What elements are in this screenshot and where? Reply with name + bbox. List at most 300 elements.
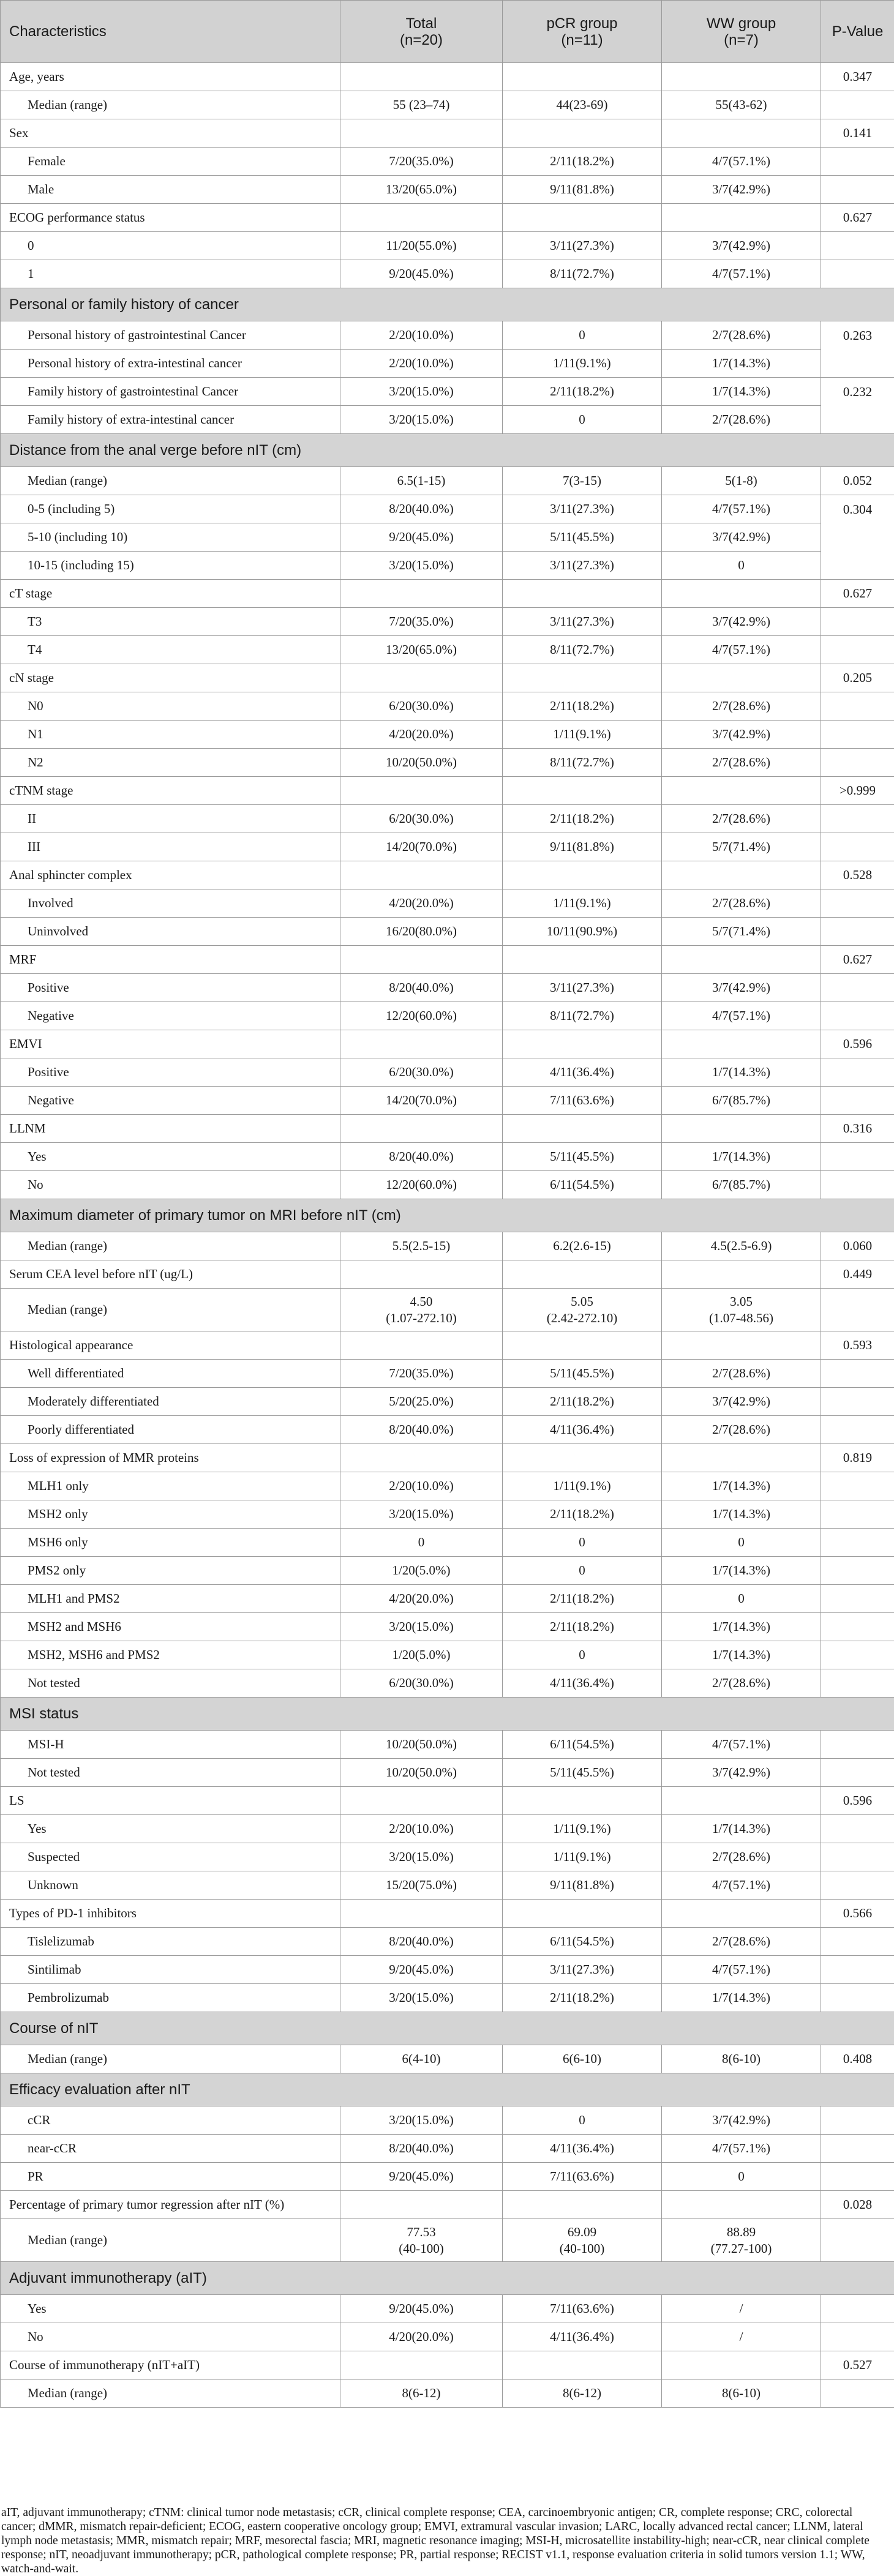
characteristic-cell: Yes: [1, 2295, 340, 2323]
p-value-cell: [821, 1472, 894, 1500]
characteristic-cell: Family history of gastrointestinal Cancer: [1, 378, 340, 406]
total-cell: 5/20(25.0%): [340, 1388, 503, 1416]
total-cell: 9/20(45.0%): [340, 2163, 503, 2191]
table-row: [1, 1641, 894, 1669]
total-cell: 7/20(35.0%): [340, 1360, 503, 1388]
characteristic-cell: Anal sphincter complex: [1, 861, 340, 889]
p-value-cell: [821, 1759, 894, 1787]
total-cell: 14/20(70.0%): [340, 833, 503, 861]
pcr-group-cell: [503, 63, 662, 91]
total-cell: 3/20(15.0%): [340, 552, 503, 580]
p-value-cell: 0.141: [821, 119, 894, 148]
section-header-row: [1, 1199, 894, 1232]
pcr-group-cell: [503, 777, 662, 805]
ww-group-cell: /: [662, 2295, 821, 2323]
ww-group-cell: 2/7(28.6%): [662, 805, 821, 833]
ww-group-cell: [662, 1444, 821, 1472]
p-value-cell: [821, 2163, 894, 2191]
pcr-group-cell: [503, 1900, 662, 1928]
p-value-cell: [821, 232, 894, 260]
total-cell: [340, 119, 503, 148]
table-row: [1, 749, 894, 777]
characteristic-cell: No: [1, 1171, 340, 1199]
characteristic-cell: EMVI: [1, 1030, 340, 1058]
characteristic-cell: Well differentiated: [1, 1360, 340, 1388]
characteristic-cell: PMS2 only: [1, 1557, 340, 1585]
pcr-group-cell: 8/11(72.7%): [503, 1002, 662, 1030]
category-row: [1, 1444, 894, 1472]
table-row: [1, 2379, 894, 2408]
pcr-group-cell: 9/11(81.8%): [503, 1871, 662, 1900]
p-value-cell: 0.596: [821, 1030, 894, 1058]
p-value-cell: [821, 260, 894, 288]
characteristic-cell: Course of immunotherapy (nIT+aIT): [1, 2351, 340, 2379]
pcr-group-cell: 0: [503, 406, 662, 434]
ww-group-cell: 4.5(2.5-6.9): [662, 1232, 821, 1260]
total-cell: 11/20(55.0%): [340, 232, 503, 260]
pcr-group-cell: 6/11(54.5%): [503, 1171, 662, 1199]
p-value-cell: 0.052: [821, 467, 894, 495]
characteristic-cell: cT stage: [1, 580, 340, 608]
ww-group-cell: [662, 861, 821, 889]
pcr-group-cell: 8/11(72.7%): [503, 636, 662, 664]
total-cell: 3/20(15.0%): [340, 406, 503, 434]
table-row: [1, 91, 894, 119]
total-cell: 3/20(15.0%): [340, 2106, 503, 2135]
total-cell: 12/20(60.0%): [340, 1171, 503, 1199]
table-row: [1, 1500, 894, 1529]
table-row: [1, 1529, 894, 1557]
characteristic-cell: Negative: [1, 1087, 340, 1115]
pcr-group-cell: 2/11(18.2%): [503, 692, 662, 721]
p-value-cell: [821, 2379, 894, 2408]
table-row: [1, 176, 894, 204]
total-cell: 6/20(30.0%): [340, 692, 503, 721]
p-value-cell: 0.449: [821, 1260, 894, 1289]
ww-group-cell: [662, 2351, 821, 2379]
total-cell: 10/20(50.0%): [340, 1759, 503, 1787]
category-row: [1, 861, 894, 889]
pcr-group-cell: 7/11(63.6%): [503, 2163, 662, 2191]
p-value-cell: [821, 692, 894, 721]
total-cell: 9/20(45.0%): [340, 260, 503, 288]
table-row: [1, 1984, 894, 2012]
ww-group-cell: 3/7(42.9%): [662, 523, 821, 552]
ww-group-cell: 2/7(28.6%): [662, 321, 821, 350]
pcr-group-cell: [503, 1030, 662, 1058]
ww-group-cell: 1/7(14.3%): [662, 1641, 821, 1669]
pcr-group-cell: [503, 1115, 662, 1143]
pcr-group-cell: 4/11(36.4%): [503, 2323, 662, 2351]
table-row: [1, 1843, 894, 1871]
ww-group-cell: 2/7(28.6%): [662, 1416, 821, 1444]
p-value-cell: [821, 91, 894, 119]
ww-group-cell: [662, 664, 821, 692]
p-value-cell: [821, 1815, 894, 1843]
pcr-group-cell: [503, 1787, 662, 1815]
pcr-group-cell: [503, 664, 662, 692]
table-row: [1, 1087, 894, 1115]
total-cell: 13/20(65.0%): [340, 636, 503, 664]
pcr-group-cell: 0: [503, 1529, 662, 1557]
characteristic-cell: Not tested: [1, 1669, 340, 1698]
pcr-group-cell: 10/11(90.9%): [503, 918, 662, 946]
p-value-cell: [821, 1360, 894, 1388]
total-cell: [340, 664, 503, 692]
ww-group-cell: 5/7(71.4%): [662, 918, 821, 946]
p-value-cell: [821, 2295, 894, 2323]
total-cell: [340, 777, 503, 805]
pcr-group-cell: 9/11(81.8%): [503, 833, 662, 861]
ww-group-cell: 4/7(57.1%): [662, 1871, 821, 1900]
characteristic-cell: Positive: [1, 974, 340, 1002]
characteristic-cell: N1: [1, 721, 340, 749]
pcr-group-cell: 2/11(18.2%): [503, 1984, 662, 2012]
table-row: [1, 467, 894, 495]
total-cell: 3/20(15.0%): [340, 1843, 503, 1871]
ww-group-cell: 1/7(14.3%): [662, 1984, 821, 2012]
table-row: [1, 1388, 894, 1416]
pcr-group-cell: 2/11(18.2%): [503, 1585, 662, 1613]
characteristic-cell: Median (range): [1, 1289, 340, 1331]
table-row: [1, 1585, 894, 1613]
table-row: [1, 1928, 894, 1956]
ww-group-cell: 1/7(14.3%): [662, 1557, 821, 1585]
pcr-group-cell: 1/11(9.1%): [503, 889, 662, 918]
ww-group-cell: 5/7(71.4%): [662, 833, 821, 861]
pcr-group-cell: 2/11(18.2%): [503, 1500, 662, 1529]
ww-group-cell: [662, 1787, 821, 1815]
total-cell: 7/20(35.0%): [340, 608, 503, 636]
ww-group-cell: 2/7(28.6%): [662, 1928, 821, 1956]
section-title: Maximum diameter of primary tumor on MRI before nIT (cm): [1, 1199, 894, 1232]
total-cell: 15/20(75.0%): [340, 1871, 503, 1900]
table-row: [1, 2106, 894, 2135]
section-header-row: [1, 2073, 894, 2106]
pcr-group-cell: [503, 1331, 662, 1360]
ww-group-cell: 0: [662, 2163, 821, 2191]
ww-group-cell: 1/7(14.3%): [662, 350, 821, 378]
pcr-group-cell: 44(23-69): [503, 91, 662, 119]
table-row: [1, 1143, 894, 1171]
p-value-cell: 0.527: [821, 2351, 894, 2379]
pcr-group-cell: 2/11(18.2%): [503, 148, 662, 176]
ww-group-cell: 3/7(42.9%): [662, 232, 821, 260]
category-row: [1, 2191, 894, 2219]
table-body: [1, 63, 894, 2408]
pcr-group-cell: [503, 580, 662, 608]
table-row: [1, 889, 894, 918]
total-cell: 4/20(20.0%): [340, 2323, 503, 2351]
table-row: [1, 1416, 894, 1444]
p-value-cell: [821, 1416, 894, 1444]
pcr-group-cell: 0: [503, 1557, 662, 1585]
ww-group-cell: 4/7(57.1%): [662, 495, 821, 523]
pcr-group-cell: 8/11(72.7%): [503, 749, 662, 777]
total-cell: 3/20(15.0%): [340, 378, 503, 406]
pcr-group-cell: 1/11(9.1%): [503, 350, 662, 378]
ww-group-cell: 4/7(57.1%): [662, 1956, 821, 1984]
characteristic-cell: Sintilimab: [1, 1956, 340, 1984]
characteristic-cell: Median (range): [1, 91, 340, 119]
pcr-group-cell: 2/11(18.2%): [503, 1388, 662, 1416]
characteristic-cell: Types of PD-1 inhibitors: [1, 1900, 340, 1928]
characteristic-cell: Female: [1, 148, 340, 176]
header-pcr-group: pCR group (n=11): [503, 1, 662, 63]
p-value-cell: [821, 1058, 894, 1087]
p-value-cell: [821, 1388, 894, 1416]
total-cell: 3/20(15.0%): [340, 1500, 503, 1529]
ww-group-cell: 0: [662, 1529, 821, 1557]
pcr-group-cell: 4/11(36.4%): [503, 1058, 662, 1087]
characteristic-cell: Moderately differentiated: [1, 1388, 340, 1416]
header-total: Total (n=20): [340, 1, 503, 63]
table-row: [1, 1669, 894, 1698]
total-cell: 55 (23–74): [340, 91, 503, 119]
pcr-group-cell: 6.2(2.6-15): [503, 1232, 662, 1260]
characteristic-cell: T3: [1, 608, 340, 636]
table-row: [1, 1002, 894, 1030]
category-row: [1, 664, 894, 692]
table-row: [1, 1360, 894, 1388]
total-cell: 1/20(5.0%): [340, 1557, 503, 1585]
category-row: [1, 580, 894, 608]
p-value-cell: [821, 1143, 894, 1171]
pcr-group-cell: 3/11(27.3%): [503, 974, 662, 1002]
pcr-group-cell: 5.05 (2.42-272.10): [503, 1289, 662, 1331]
ww-group-cell: 2/7(28.6%): [662, 749, 821, 777]
total-cell: 12/20(60.0%): [340, 1002, 503, 1030]
characteristic-cell: Male: [1, 176, 340, 204]
ww-group-cell: 2/7(28.6%): [662, 889, 821, 918]
pcr-group-cell: [503, 1260, 662, 1289]
p-value-cell: 0.627: [821, 204, 894, 232]
total-cell: [340, 1115, 503, 1143]
total-cell: [340, 1444, 503, 1472]
table-row: [1, 721, 894, 749]
p-value-cell: 0.060: [821, 1232, 894, 1260]
section-title: Efficacy evaluation after nIT: [1, 2073, 894, 2106]
characteristic-cell: MSH2, MSH6 and PMS2: [1, 1641, 340, 1669]
total-cell: 8/20(40.0%): [340, 974, 503, 1002]
total-cell: [340, 861, 503, 889]
table-row: [1, 260, 894, 288]
table-row: [1, 2323, 894, 2351]
p-value-cell: [821, 1171, 894, 1199]
characteristic-cell: Median (range): [1, 2045, 340, 2073]
p-value-cell: [821, 1843, 894, 1871]
p-value-cell: [821, 721, 894, 749]
table-row: [1, 918, 894, 946]
characteristic-cell: ECOG performance status: [1, 204, 340, 232]
pcr-group-cell: 7/11(63.6%): [503, 1087, 662, 1115]
ww-group-cell: 2/7(28.6%): [662, 406, 821, 434]
pcr-group-cell: [503, 2351, 662, 2379]
total-cell: 8/20(40.0%): [340, 1928, 503, 1956]
ww-group-cell: 2/7(28.6%): [662, 692, 821, 721]
table-row: [1, 1472, 894, 1500]
p-value-cell: 0.596: [821, 1787, 894, 1815]
section-header-row: [1, 434, 894, 467]
ww-group-cell: [662, 204, 821, 232]
ww-group-cell: 88.89 (77.27-100): [662, 2219, 821, 2262]
characteristic-cell: MLH1 only: [1, 1472, 340, 1500]
table-row: [1, 523, 894, 552]
section-title: Course of nIT: [1, 2012, 894, 2045]
characteristic-cell: II: [1, 805, 340, 833]
p-value-cell: 0.408: [821, 2045, 894, 2073]
ww-group-cell: 4/7(57.1%): [662, 636, 821, 664]
p-value-cell: [821, 608, 894, 636]
table-row: [1, 1058, 894, 1087]
p-value-cell: 0.304: [821, 495, 894, 580]
table-header-row: [1, 1, 894, 63]
characteristic-cell: cN stage: [1, 664, 340, 692]
category-row: [1, 1115, 894, 1143]
total-cell: 3/20(15.0%): [340, 1984, 503, 2012]
total-cell: 5.5(2.5-15): [340, 1232, 503, 1260]
characteristic-cell: 0: [1, 232, 340, 260]
characteristic-cell: Pembrolizumab: [1, 1984, 340, 2012]
table-row: [1, 636, 894, 664]
pcr-group-cell: [503, 2191, 662, 2219]
pcr-group-cell: 5/11(45.5%): [503, 1143, 662, 1171]
p-value-cell: 0.316: [821, 1115, 894, 1143]
total-cell: [340, 1260, 503, 1289]
p-value-cell: [821, 833, 894, 861]
p-value-cell: [821, 749, 894, 777]
pcr-group-cell: 2/11(18.2%): [503, 805, 662, 833]
pcr-group-cell: 0: [503, 321, 662, 350]
table-row: [1, 552, 894, 580]
ww-group-cell: 0: [662, 552, 821, 580]
characteristic-cell: N2: [1, 749, 340, 777]
ww-group-cell: 3/7(42.9%): [662, 608, 821, 636]
ww-group-cell: 8(6-10): [662, 2379, 821, 2408]
ww-group-cell: 1/7(14.3%): [662, 1058, 821, 1087]
p-value-cell: [821, 1585, 894, 1613]
category-row: [1, 1030, 894, 1058]
total-cell: [340, 1900, 503, 1928]
total-cell: 9/20(45.0%): [340, 523, 503, 552]
total-cell: 4/20(20.0%): [340, 889, 503, 918]
p-value-cell: >0.999: [821, 777, 894, 805]
pcr-group-cell: 7/11(63.6%): [503, 2295, 662, 2323]
p-value-cell: [821, 1956, 894, 1984]
pcr-group-cell: [503, 119, 662, 148]
p-value-cell: 0.627: [821, 580, 894, 608]
ww-group-cell: [662, 1331, 821, 1360]
section-header-row: [1, 288, 894, 321]
ww-group-cell: 2/7(28.6%): [662, 1360, 821, 1388]
ww-group-cell: [662, 1900, 821, 1928]
p-value-cell: [821, 2106, 894, 2135]
table-row: [1, 2163, 894, 2191]
table-row: [1, 495, 894, 523]
pcr-group-cell: 9/11(81.8%): [503, 176, 662, 204]
table-row: [1, 692, 894, 721]
p-value-cell: [821, 1731, 894, 1759]
characteristic-cell: MSH2 and MSH6: [1, 1613, 340, 1641]
p-value-cell: [821, 1557, 894, 1585]
p-value-cell: 0.205: [821, 664, 894, 692]
total-cell: 8(6-12): [340, 2379, 503, 2408]
pcr-group-cell: 5/11(45.5%): [503, 523, 662, 552]
table-row: [1, 1557, 894, 1585]
category-row: [1, 119, 894, 148]
ww-group-cell: 2/7(28.6%): [662, 1669, 821, 1698]
ww-group-cell: 3/7(42.9%): [662, 974, 821, 1002]
ww-group-cell: 6/7(85.7%): [662, 1087, 821, 1115]
characteristic-cell: Sex: [1, 119, 340, 148]
table-row: [1, 1289, 894, 1331]
total-cell: 14/20(70.0%): [340, 1087, 503, 1115]
ww-group-cell: 1/7(14.3%): [662, 1613, 821, 1641]
ww-group-cell: [662, 946, 821, 974]
ww-group-cell: 2/7(28.6%): [662, 1843, 821, 1871]
category-row: [1, 204, 894, 232]
ww-group-cell: 4/7(57.1%): [662, 260, 821, 288]
characteristic-cell: Not tested: [1, 1759, 340, 1787]
header-characteristics: Characteristics: [1, 1, 340, 63]
p-value-cell: 0.528: [821, 861, 894, 889]
header-ww-group: WW group (n=7): [662, 1, 821, 63]
pcr-group-cell: 6/11(54.5%): [503, 1731, 662, 1759]
pcr-group-cell: 8/11(72.7%): [503, 260, 662, 288]
pcr-group-cell: 5/11(45.5%): [503, 1360, 662, 1388]
category-row: [1, 2351, 894, 2379]
total-cell: [340, 1787, 503, 1815]
section-title: Distance from the anal verge before nIT (cm): [1, 434, 894, 467]
total-cell: 77.53 (40-100): [340, 2219, 503, 2262]
p-value-cell: [821, 1529, 894, 1557]
total-cell: 2/20(10.0%): [340, 321, 503, 350]
table-row: [1, 974, 894, 1002]
characteristic-cell: Suspected: [1, 1843, 340, 1871]
table-row: [1, 1956, 894, 1984]
pcr-group-cell: 3/11(27.3%): [503, 495, 662, 523]
characteristic-cell: 0-5 (including 5): [1, 495, 340, 523]
total-cell: 1/20(5.0%): [340, 1641, 503, 1669]
pcr-group-cell: [503, 1444, 662, 1472]
category-row: [1, 777, 894, 805]
total-cell: 0: [340, 1529, 503, 1557]
ww-group-cell: 55(43-62): [662, 91, 821, 119]
ww-group-cell: [662, 580, 821, 608]
total-cell: 6/20(30.0%): [340, 805, 503, 833]
characteristic-cell: Loss of expression of MMR proteins: [1, 1444, 340, 1472]
table-row: [1, 378, 894, 406]
pcr-group-cell: 3/11(27.3%): [503, 552, 662, 580]
ww-group-cell: 1/7(14.3%): [662, 1472, 821, 1500]
table-row: [1, 2219, 894, 2262]
p-value-cell: [821, 1928, 894, 1956]
category-row: [1, 946, 894, 974]
pcr-group-cell: 1/11(9.1%): [503, 721, 662, 749]
total-cell: [340, 946, 503, 974]
pcr-group-cell: 69.09 (40-100): [503, 2219, 662, 2262]
section-title: Adjuvant immunotherapy (aIT): [1, 2262, 894, 2295]
ww-group-cell: [662, 1115, 821, 1143]
category-row: [1, 1787, 894, 1815]
table-row: [1, 608, 894, 636]
table-row: [1, 1759, 894, 1787]
pcr-group-cell: 2/11(18.2%): [503, 1613, 662, 1641]
characteristic-cell: cTNM stage: [1, 777, 340, 805]
total-cell: [340, 2351, 503, 2379]
characteristic-cell: Positive: [1, 1058, 340, 1087]
p-value-cell: [821, 1500, 894, 1529]
